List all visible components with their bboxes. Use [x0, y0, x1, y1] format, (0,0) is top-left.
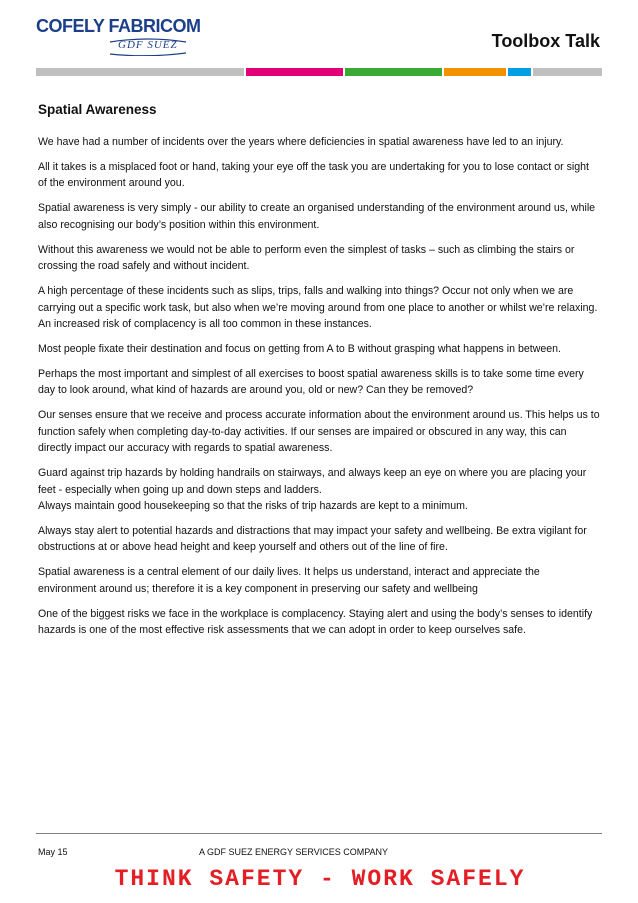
color-bar-segment — [246, 68, 343, 76]
paragraph: Guard against trip hazards by holding handrails on stairways, and always keep an eye on where you are placing your feet - especially when going up and down steps and ladders. — [38, 467, 587, 496]
footer-divider — [36, 833, 602, 834]
logo-text: COFELY FABRICOM — [36, 16, 201, 36]
color-bar-segment — [36, 68, 244, 76]
paragraph: A high percentage of these incidents such as slips, trips, falls and walking into things? Occur not only when we are carrying out a specific work task, but also when we’re moving around from one place to another or whilst we’re relaxing. An increased risk of complacency is all too common in these instances. — [38, 285, 598, 331]
color-bar-segment — [533, 68, 602, 76]
brand-color-bar — [36, 68, 602, 76]
logo-subtext: GDF SUEZ — [118, 39, 178, 51]
paragraph: Spatial awareness is very simply - our ability to create an organised understanding of the environment around us, while also recognising our body’s position within this environment. — [38, 202, 596, 231]
toolbox-talk-title: Toolbox Talk — [491, 31, 600, 51]
paragraph: Without this awareness we would not be able to perform even the simplest of tasks – such as climbing the stairs or crossing the road safely and without incident. — [38, 243, 575, 273]
paragraph: Perhaps the most important and simplest of all exercises to boost spatial awareness skills is to take some time every day to look around, what kind of hazards are around you, old or new? Can they be removed? — [38, 368, 584, 397]
document-title: Spatial Awareness — [38, 102, 157, 117]
footer-company: A GDF SUEZ ENERGY SERVICES COMPANY — [199, 847, 389, 857]
paragraph: All it takes is a misplaced foot or hand, taking your eye off the task you are undertaking for you to lose contact or sight of the environment around you. — [38, 161, 589, 190]
safety-slogan: THINK SAFETY - WORK SAFELY — [114, 866, 526, 892]
footer-date: May 15 — [38, 847, 68, 857]
company-logo — [36, 16, 226, 58]
paragraph: Most people fixate their destination and focus on getting from A to B without grasping what happens in between. — [38, 343, 561, 356]
paragraph: We have had a number of incidents over the years where deficiencies in spatial awareness have led to an injury. — [38, 136, 564, 148]
paragraph: Always maintain good housekeeping so that the risks of trip hazards are kept to a minimum. — [38, 500, 468, 513]
paragraph: Always stay alert to potential hazards and distractions that may impact your safety and wellbeing. Be extra vigilant for obstructions at or above head height and keep yourself and others out of the line of fire. — [38, 525, 587, 554]
paragraph: One of the biggest risks we face in the workplace is complacency. Staying alert and using the body’s senses to identify hazards is one of the most effective risk assessments that we can adopt in order to keep ourselves safe. — [38, 607, 593, 637]
color-bar-segment — [508, 68, 531, 76]
paragraph: Our senses ensure that we receive and process accurate information about the environment around us. This helps us to function safely when completing day-to-day activities. If our senses are impaired or obscured in any way, this can directly impact our accuracy with regards to spatial awareness. — [38, 409, 600, 455]
document-body — [38, 101, 600, 647]
color-bar-segment — [444, 68, 506, 76]
paragraph: Spatial awareness is a central element of our daily lives. It helps us understand, interact and appreciate the environment around us; therefore it is a key component in preserving our safety and wellbeing — [38, 566, 540, 595]
color-bar-segment — [345, 68, 442, 76]
